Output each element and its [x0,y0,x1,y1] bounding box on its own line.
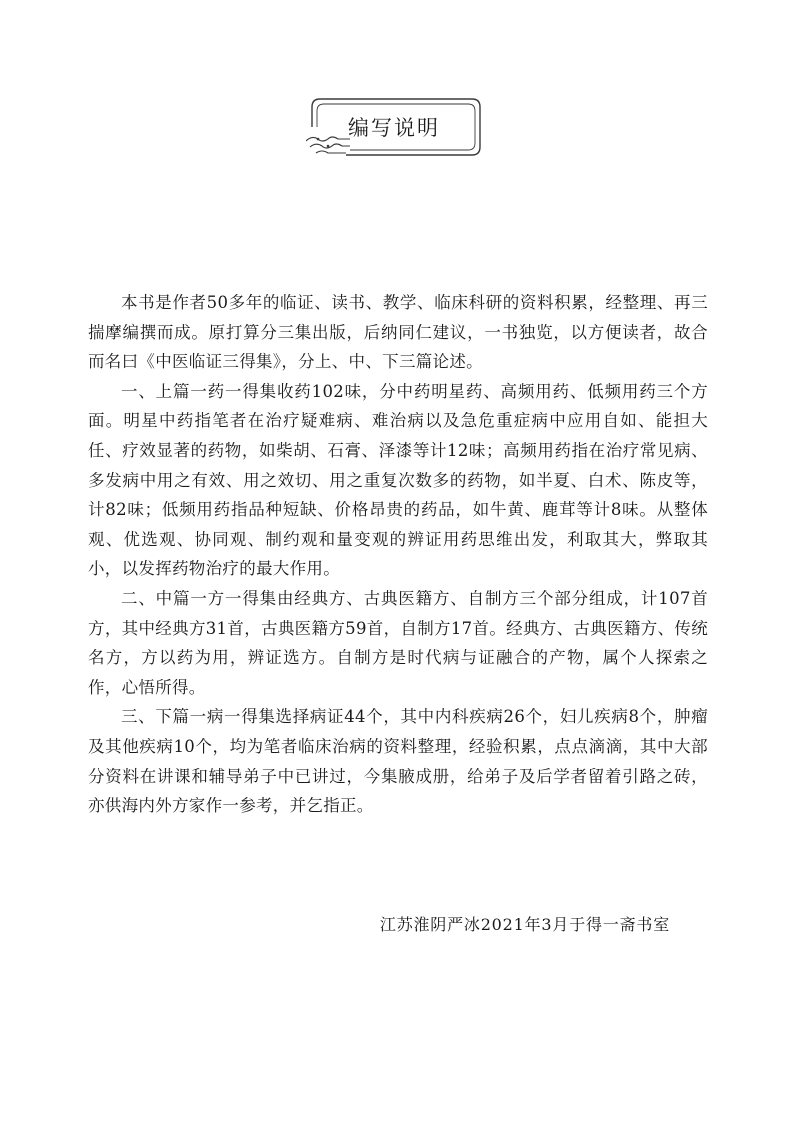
title-frame [306,97,482,157]
paragraph-intro: 本书是作者50多年的临证、读书、教学、临床科研的资料积累，经整理、再三揣摩编撰而成。原打算分三集出版，后纳同仁建议，一书独览，以方便读者，故合而名曰《中医临证三得集》，分上、中、下三篇论述。 [88,293,708,372]
author-signature: 江苏淮阴严冰2021年3月于得一斋书室 [379,915,670,934]
page-title: 编写说明 [348,116,440,140]
paragraph-part-two: 二、中篇一方一得集由经典方、古典医籍方、自制方三个部分组成，计107首方，其中经典方31首，古典医籍方59首，自制方17首。经典方、古典医籍方、传统名方，方以药为用，辨证选方。自制方是时代病与证融合的产物，属个人探索之作，心悟所得。 [88,588,708,697]
paragraph-part-three: 三、下篇一病一得集选择病证44个，其中内科疾病26个，妇儿疾病8个，肿瘤及其他疾病10个，均为笔者临床治病的资料整理，经验积累，点点滴滴，其中大部分资料在讲课和辅导弟子中已讲过，今集腋成册，给弟子及后学者留着引路之砖，亦供海内外方家作一参考，并乞指正。 [88,707,708,816]
body-text [88,288,708,821]
paragraph-part-one: 一、上篇一药一得集收药102味，分中药明星药、高频用药、低频用药三个方面。明星中药指笔者在治疗疑难病、难治病以及急危重症病中应用自如、能担大任、疗效显著的药物，如柴胡、石膏、泽漆等计12味；高频用药指在治疗常见病、多发病中用之有效、用之效切、用之重复次数多的药物，如半夏、白术、陈皮等，计82味；低频用药指品种短缺、价格昂贵的药品，如牛黄、鹿茸等计8味。从整体观、优选观、协同观、制约观和量变观的辨证用药思维出发，利取其大，弊取其小，以发挥药物治疗的最大作用。 [88,381,708,579]
